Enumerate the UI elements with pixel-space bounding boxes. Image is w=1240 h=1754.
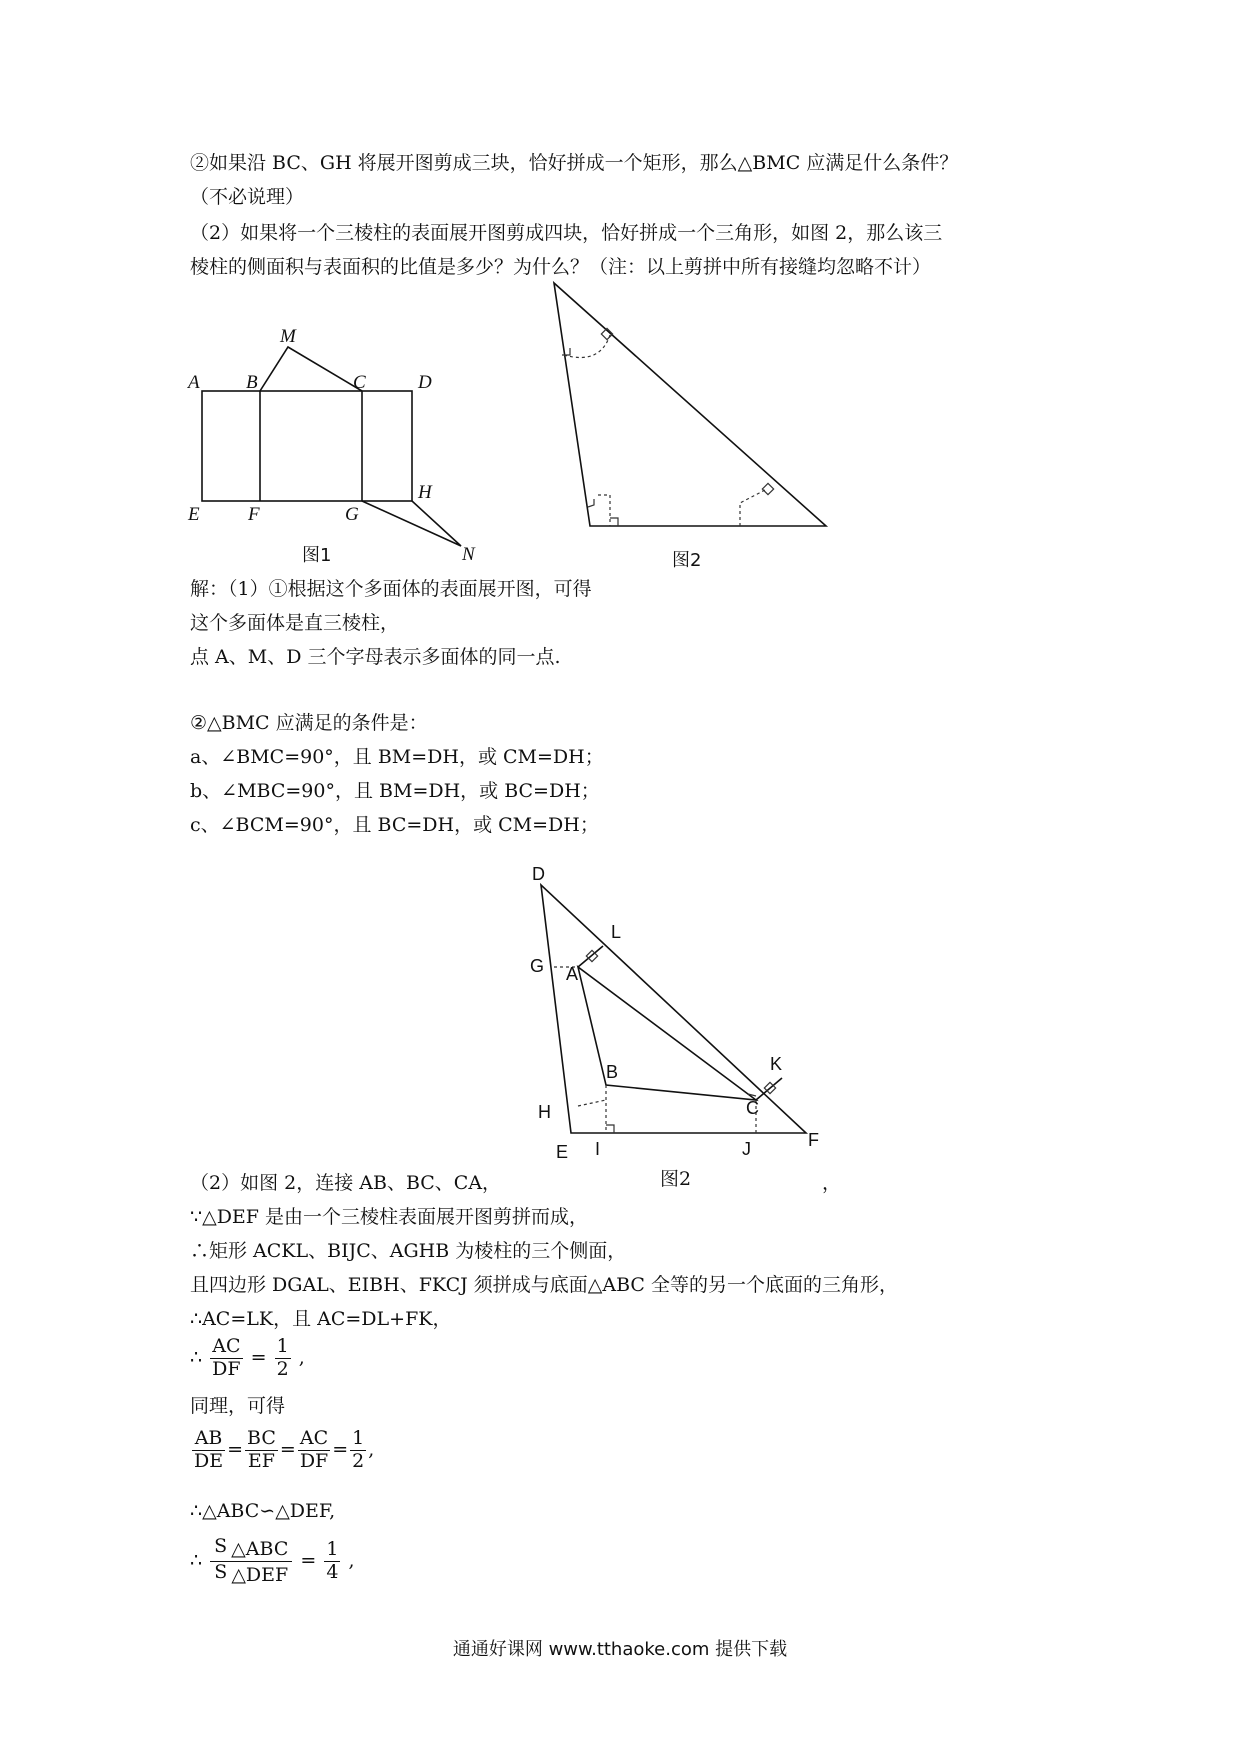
eq3-num-sub: △ABC (231, 1538, 289, 1560)
eq2-equals-1: = (227, 1438, 244, 1461)
fraction-area (210, 1536, 292, 1587)
fig2-top-caption: 图2 (672, 550, 702, 571)
eq2-equals-3: = (332, 1438, 349, 1461)
fraction-ac-df (210, 1336, 242, 1381)
eq3-den-sub: △DEF (231, 1563, 289, 1586)
fig1-label-f: F (248, 504, 260, 525)
figure-2-def-diagram (520, 860, 850, 1190)
fig1-caption: 图1 (302, 545, 332, 566)
solution-line4: ②△BMC 应满足的条件是： (190, 712, 428, 734)
fig2b-label-l: L (611, 922, 622, 942)
fig1-label-c: C (353, 372, 366, 393)
solution-line6: b、∠MBC=90°，且 BM=DH，或 BC=DH； (190, 780, 600, 802)
fig1-label-b: B (246, 372, 258, 393)
eq2-b-den: EF (247, 1449, 275, 1472)
eq3-den (210, 1562, 292, 1587)
problem-p2-line1: （2）如果将一个三棱柱的表面展开图剪成四块，恰好拼成一个三角形，如图 2，那么该三 (190, 222, 943, 244)
fig2b-label-h: H (538, 1102, 551, 1122)
fig2b-label-j: J (742, 1139, 751, 1159)
eq2-b-num: BC (247, 1427, 276, 1449)
fraction-one-half-2 (350, 1428, 366, 1473)
eq3-den-s: S (214, 1560, 228, 1583)
fig2b-label-a: A (566, 964, 579, 984)
equation-ac-df (190, 1336, 305, 1381)
fraction-bc-ef (245, 1428, 278, 1473)
fig2b-label-e: E (556, 1142, 569, 1162)
eq2-c-den: DF (299, 1449, 329, 1472)
fig1-label-e: E (188, 504, 200, 525)
part2-line1: （2）如图 2，连接 AB、BC、CA， (190, 1172, 502, 1194)
problem-p2-line2: 棱柱的侧面积与表面积的比值是多少？为什么？（注：以上剪拼中所有接缝均忽略不计） (190, 256, 932, 278)
figure-1-net-diagram (180, 320, 500, 580)
eq2-c-num: AC (298, 1428, 330, 1451)
part2-line4: 且四边形 DGAL、EIBH、FKCJ 须拼成与底面△ABC 全等的另一个底面的三角形， (190, 1274, 898, 1296)
eq3-equals: = (300, 1549, 317, 1572)
fig2b-label-g: G (530, 956, 545, 976)
eq1-equals: = (250, 1346, 267, 1369)
eq1-num: AC (210, 1336, 242, 1359)
part2-line7: ∴△ABC∽△DEF, (190, 1500, 336, 1522)
fig2b-caption: 图2 (660, 1168, 692, 1190)
part2-line5: ∴AC=LK，且 AC=DL+FK， (190, 1308, 452, 1330)
part2-line2: ∵△DEF 是由一个三棱柱表面展开图剪拼而成， (190, 1206, 589, 1228)
eq2-a-num: AB (192, 1428, 225, 1451)
part2-line3: ∴矩形 ACKL、BIJC、AGHB 为棱柱的三个侧面， (190, 1240, 627, 1262)
equation-ratios (190, 1428, 374, 1473)
solution-line1: 解：（1）①根据这个多面体的表面展开图，可得 (190, 578, 592, 600)
equation-area-ratio (190, 1536, 355, 1587)
solution-line7: c、∠BCM=90°，且 BC=DH，或 CM=DH； (190, 814, 599, 836)
fig2b-label-c: C (746, 1098, 759, 1118)
fig1-label-m: M (280, 326, 296, 347)
fig2b-label-b: B (606, 1062, 619, 1082)
eq2-rnum: 1 (352, 1427, 365, 1449)
fig2b-label-d: D (532, 864, 545, 884)
figure-2-triangle-diagram (540, 275, 840, 585)
eq3-rden: 4 (326, 1560, 339, 1583)
eq3-rnum: 1 (326, 1538, 339, 1560)
eq3-num-s: S (214, 1535, 228, 1557)
fig1-label-g: G (345, 504, 359, 525)
eq1-rden: 2 (276, 1357, 289, 1380)
fig1-label-a: A (188, 372, 200, 393)
eq2-a-den: DE (194, 1449, 224, 1472)
fig1-label-d: D (418, 372, 432, 393)
fig2b-label-f: F (808, 1130, 819, 1150)
solution-line5: a、∠BMC=90°，且 BM=DH，或 CM=DH； (190, 746, 604, 768)
fraction-ab-de (192, 1428, 225, 1473)
eq2-equals-2: = (279, 1438, 296, 1461)
eq3-prefix: ∴ (190, 1549, 203, 1572)
fig2b-label-i: I (595, 1139, 601, 1159)
solution-line2: 这个多面体是直三棱柱， (190, 612, 400, 634)
problem-q2-line2: （不必说理） (190, 186, 305, 208)
eq2-end: , (368, 1438, 375, 1461)
fraction-ac-df-2 (298, 1428, 330, 1473)
eq3-end: , (348, 1549, 355, 1572)
fig1-label-n: N (462, 544, 475, 565)
fig1-label-h: H (418, 482, 432, 503)
part2-line1-tail: ， (822, 1172, 842, 1194)
fig2b-label-k: K (770, 1054, 783, 1074)
eq1-den: DF (212, 1357, 241, 1380)
page-footer: 通通好课网 www.tthaoke.com 提供下载 (452, 1639, 788, 1660)
eq3-num (210, 1536, 292, 1562)
fraction-one-half (275, 1336, 291, 1381)
fraction-one-quarter (324, 1539, 340, 1584)
eq1-rnum: 1 (276, 1335, 289, 1357)
part2-line6: 同理，可得 (190, 1395, 286, 1417)
problem-q2-line1: ②如果沿 BC、GH 将展开图剪成三块，恰好拼成一个矩形，那么△BMC 应满足什么条件？ (190, 152, 959, 174)
eq1-end: , (298, 1346, 305, 1369)
solution-line3: 点 A、M、D 三个字母表示多面体的同一点. (190, 646, 561, 668)
eq2-rden: 2 (352, 1449, 365, 1472)
eq1-prefix: ∴ (190, 1346, 203, 1369)
